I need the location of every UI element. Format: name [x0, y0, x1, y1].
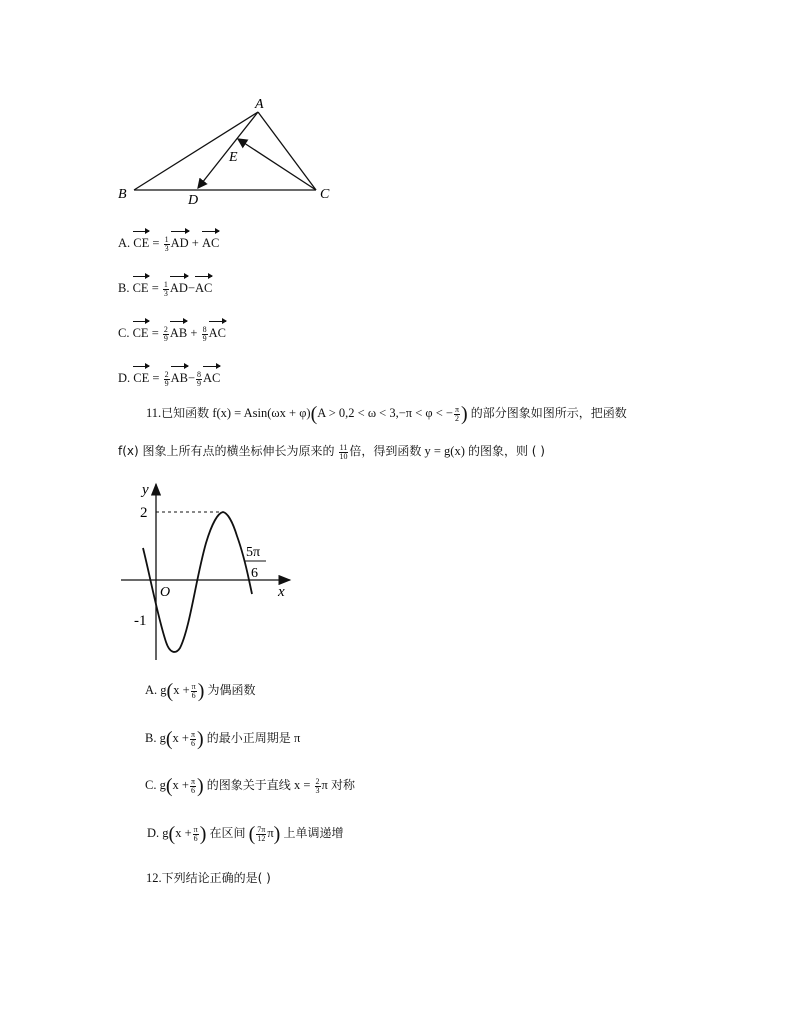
function-graph: [118, 478, 298, 663]
label-D: D: [188, 193, 199, 207]
q10-option-a[interactable]: A. CE = $\frac{1}{3}$ AD + AC: [118, 231, 219, 253]
label-y: y: [142, 482, 149, 498]
fraction: $\frac{2}{3}$: [315, 776, 320, 795]
q11-option-c[interactable]: C. g(x + $\frac{\pi}{6}$ ) 的图象关于直线 x = $\frac{2}{3}$ π 对称: [145, 775, 355, 798]
label-B: B: [118, 187, 127, 202]
fraction: $\frac{\pi}{6}$: [191, 681, 196, 700]
fraction: $\frac{1}{3}$: [164, 234, 169, 253]
q11-option-b[interactable]: B. g(x + $\frac{\pi}{6}$ ) 的最小正周期是 π: [145, 728, 301, 751]
fraction: $\frac{2}{9}$: [164, 369, 169, 388]
label-neg1: -1: [134, 613, 147, 629]
fraction: $\frac{7\pi}{12}$: [257, 824, 266, 843]
sine-curve: [143, 512, 252, 652]
q10-option-b[interactable]: B. CE = $\frac{1}{3}$ AD−AC: [118, 276, 212, 298]
fraction: $\frac{11}{10}$: [339, 442, 348, 461]
label-C: C: [320, 187, 330, 202]
fraction: $\frac{8}{9}$: [197, 369, 202, 388]
side-AB: [134, 112, 258, 190]
fraction: $\frac{8}{9}$: [202, 324, 207, 343]
vector-CE: [238, 139, 316, 190]
fraction: $\frac{\pi}{6}$: [190, 776, 195, 795]
q11-stem-line1: 11.已知函数 f(x) = Asin(ωx + φ)(A > 0,2 < ω < 3,−π < φ < − $\frac{\pi}{2}$ ) 的部分图象如图所示，把函数: [146, 403, 627, 426]
tick-label-den: 6: [251, 566, 258, 581]
label-x: x: [278, 584, 285, 600]
q10-option-d[interactable]: D. CE = $\frac{2}{9}$ AB− $\frac{8}{9}$ AC: [118, 366, 220, 388]
fraction: $\frac{2}{9}$: [163, 324, 168, 343]
fraction: $\frac{1}{3}$: [163, 279, 168, 298]
q12-stem: 12.下列结论正确的是( ): [146, 871, 271, 885]
q10-option-c[interactable]: C. CE = $\frac{2}{9}$ AB + $\frac{8}{9}$ AC: [118, 321, 226, 343]
vector-AD: [198, 112, 258, 188]
fraction: $\frac{\pi}{6}$: [190, 729, 195, 748]
label-A: A: [255, 97, 264, 112]
label-E: E: [229, 150, 238, 165]
side-AC: [258, 112, 316, 190]
triangle-figure: [110, 92, 340, 207]
label-2: 2: [140, 505, 148, 521]
q11-option-a[interactable]: A. g(x + $\frac{\pi}{6}$ ) 为偶函数: [145, 680, 256, 703]
label-origin: O: [160, 585, 171, 600]
q11-stem-line2: f(x) 图象上所有点的横坐标伸长为原来的 $\frac{11}{10}$ 倍，得到函数 y = g(x) 的图象，则 ( ): [118, 442, 545, 461]
tick-label-num: 5π: [246, 545, 261, 560]
q11-option-d[interactable]: D. g(x + $\frac{\pi}{6}$ ) 在区间 ( $\frac{7\pi}{12}$ π) 上单调递增: [147, 823, 344, 846]
fraction: $\frac{\pi}{6}$: [193, 824, 198, 843]
fraction: $\frac{\pi}{2}$: [454, 404, 459, 423]
